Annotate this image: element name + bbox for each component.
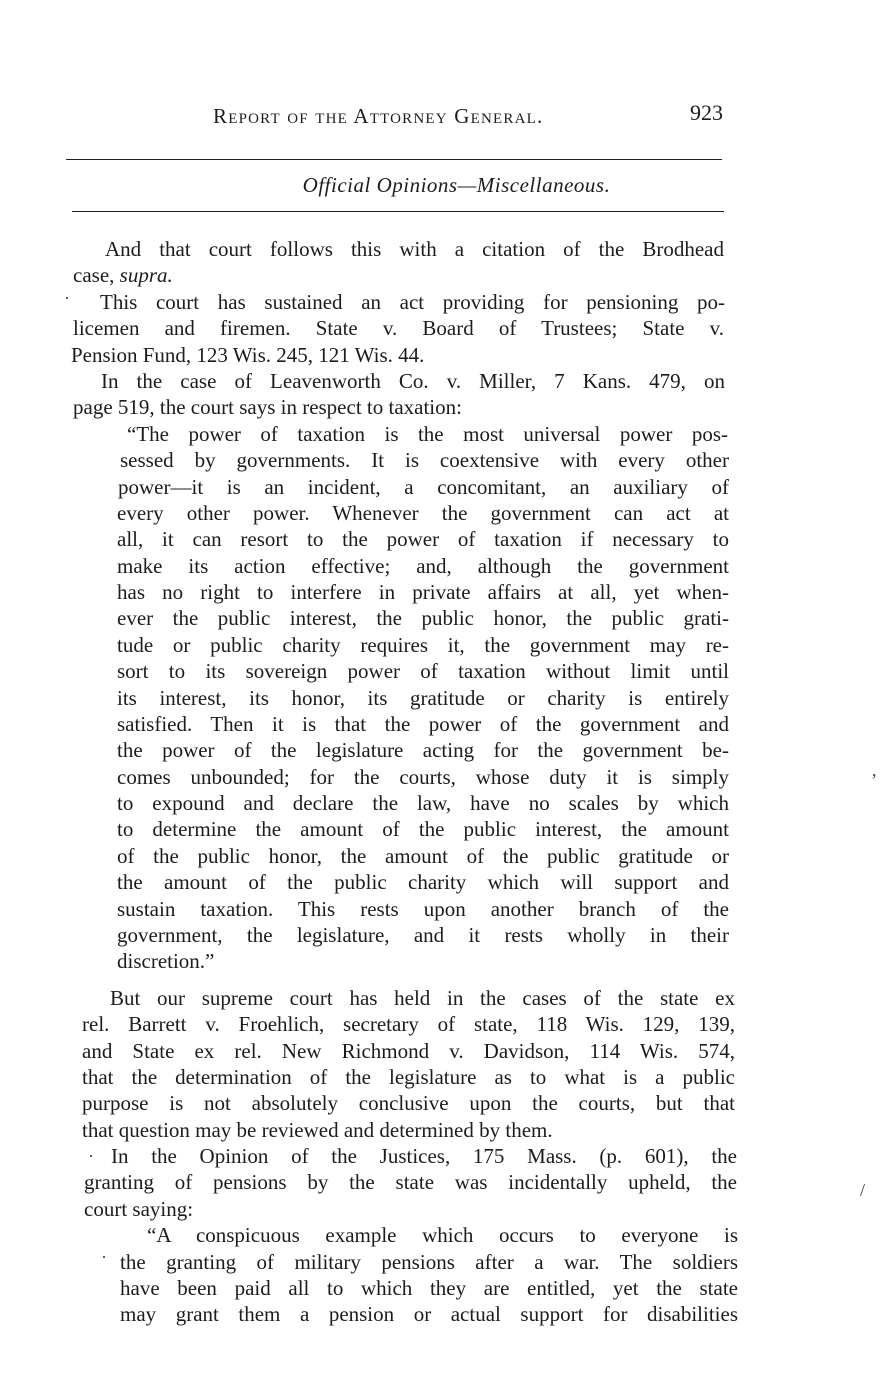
page-number: 923	[690, 100, 723, 125]
text-line: to expound and declare the law, have no scales by which	[117, 791, 729, 815]
stray-mark: ·	[64, 288, 70, 308]
text-line: sort to its sovereign power of taxation without limit until	[117, 659, 729, 683]
header-rule-top	[66, 159, 722, 160]
text-line: This court has sustained an act providing for pensioning po-	[100, 290, 725, 314]
text-line: In the case of Leavenworth Co. v. Miller, 7 Kans. 479, on	[101, 369, 725, 393]
text-line: the power of the legislature acting for the government be-	[117, 738, 729, 762]
text-line: have been paid all to which they are entitled, yet the state	[120, 1276, 738, 1300]
stray-mark: /	[860, 1180, 866, 1200]
text-line: ever the public interest, the public honor, the public grati-	[117, 606, 729, 630]
section-title: Official Opinions—Miscellaneous.	[302, 173, 611, 197]
text-line: every other power. Whenever the government can act at	[117, 501, 729, 525]
text-span: case,	[73, 263, 120, 287]
text-line: “The power of taxation is the most universal power pos-	[127, 422, 728, 446]
text-line: the amount of the public charity which will support and	[117, 870, 729, 894]
text-line: Pension Fund, 123 Wis. 245, 121 Wis. 44.	[71, 343, 425, 367]
running-head: Report of the Attorney General.	[213, 104, 544, 128]
text-line: its interest, its honor, its gratitude or charity is entirely	[117, 686, 729, 710]
text-line: And that court follows this with a citation of the Brodhead	[105, 237, 724, 261]
text-line: of the public honor, the amount of the public gratitude or	[117, 844, 729, 868]
text-line: discretion.”	[117, 949, 215, 973]
text-line: purpose is not absolutely conclusive upon the courts, but that	[82, 1091, 735, 1115]
text-line	[73, 262, 693, 288]
text-line: “A conspicuous example which occurs to everyone is	[147, 1223, 738, 1247]
text-line: may grant them a pension or actual support for disabilities	[120, 1302, 738, 1326]
text-line: sustain taxation. This rests upon another branch of the	[117, 897, 729, 921]
text-line: sessed by governments. It is coextensive with every other	[120, 448, 729, 472]
text-line: power—it is an incident, a concomitant, an auxiliary of	[118, 475, 729, 499]
text-line: In the Opinion of the Justices, 175 Mass. (p. 601), the	[111, 1144, 737, 1168]
text-line: comes unbounded; for the courts, whose duty it is simply	[117, 765, 729, 789]
text-line: rel. Barrett v. Froehlich, secretary of state, 118 Wis. 129, 139,	[82, 1012, 735, 1036]
text-line: government, the legislature, and it rests wholly in their	[117, 923, 729, 947]
stray-mark: ·	[88, 1146, 94, 1166]
text-line: all, it can resort to the power of taxation if necessary to	[117, 527, 729, 551]
stray-mark: ·	[101, 1247, 107, 1267]
text-line: tude or public charity requires it, the government may re-	[117, 633, 729, 657]
text-line: has no right to interfere in private affairs at all, yet when-	[117, 580, 729, 604]
text-line: and State ex rel. New Richmond v. Davidson, 114 Wis. 574,	[82, 1039, 735, 1063]
stray-mark: ,	[872, 760, 877, 780]
text-line: that question may be reviewed and determined by them.	[82, 1118, 553, 1142]
text-line: the granting of military pensions after a war. The soldiers	[120, 1250, 738, 1274]
text-line: satisfied. Then it is that the power of the government and	[117, 712, 729, 736]
text-line: page 519, the court says in respect to taxation:	[73, 395, 462, 419]
header-rule-bottom	[72, 211, 724, 212]
italic-citation: supra.	[119, 263, 173, 287]
text-line: that the determination of the legislature as to what is a public	[82, 1065, 735, 1089]
text-line: licemen and firemen. State v. Board of Trustees; State v.	[73, 316, 724, 340]
text-line: to determine the amount of the public interest, the amount	[117, 817, 729, 841]
text-line: But our supreme court has held in the cases of the state ex	[110, 986, 735, 1010]
text-line: make its action effective; and, although the government	[117, 554, 729, 578]
text-line: granting of pensions by the state was incidentally upheld, the	[84, 1170, 737, 1194]
text-line: court saying:	[84, 1197, 194, 1221]
